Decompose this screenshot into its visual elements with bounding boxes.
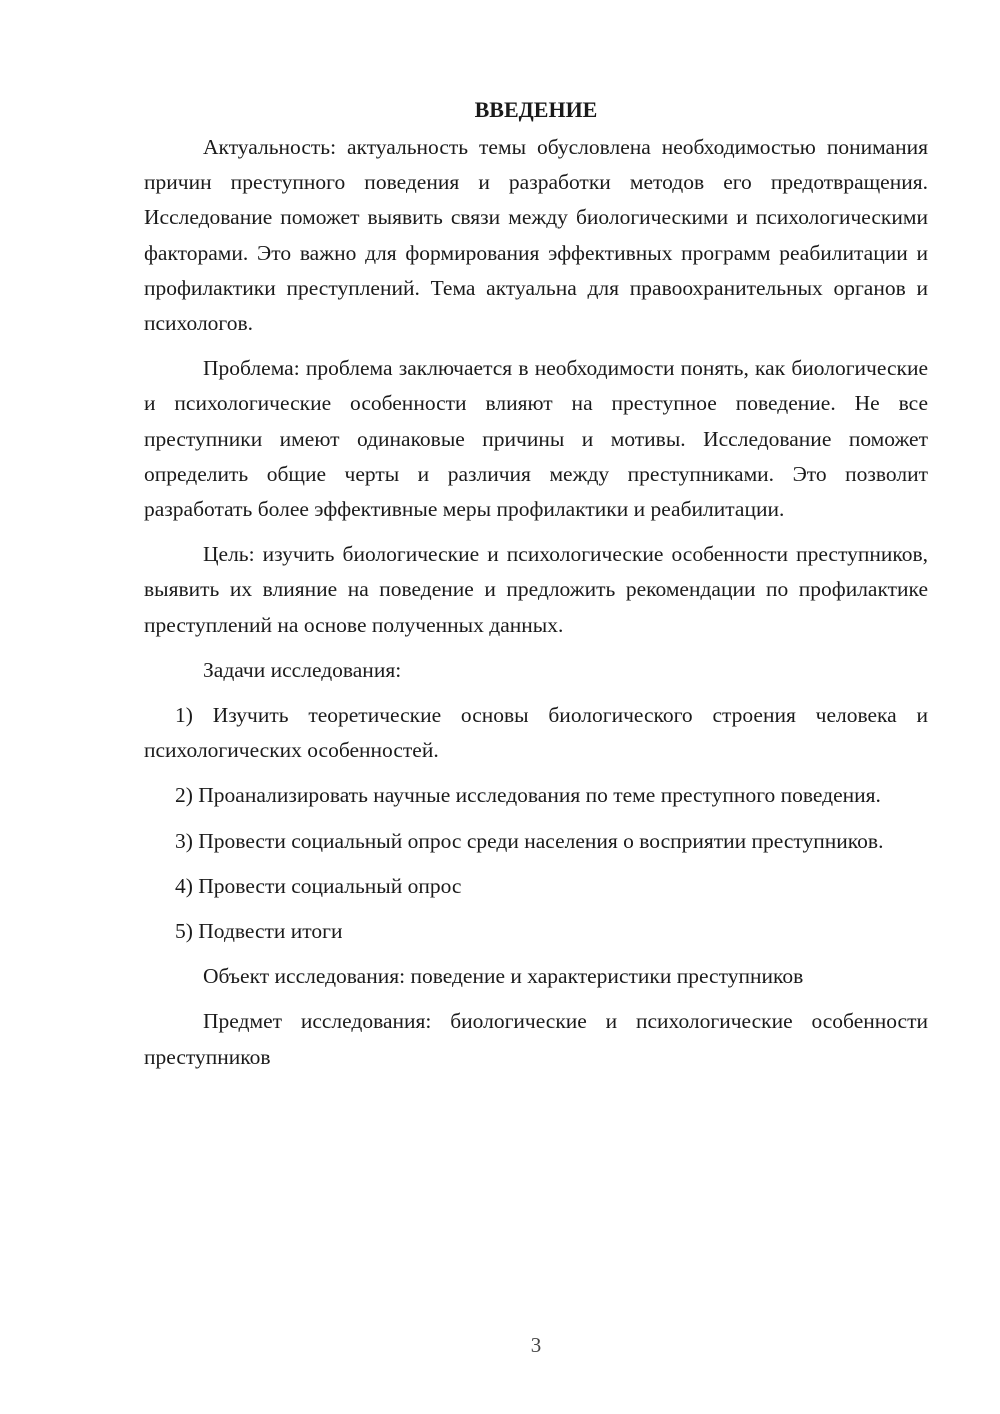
list-item: 1) Изучить теоретические основы биологического строения человека и психологических особенностей. (144, 703, 928, 763)
list-item: 4) Провести социальный опрос (175, 873, 462, 898)
list-item: 3) Провести социальный опрос среди населения о восприятии преступников. (175, 828, 884, 853)
paragraph-relevance: Актуальность: актуальность темы обусловлена необходимостью понимания причин преступного поведения и разработки методов его предотвращения. Исследование поможет выявить связи между биологическими и психологическими факторами. Это важно для формирования эффективных программ реабилитации и профилактики преступлений. Тема актуальна для правоохранительных органов и психологов. (144, 135, 928, 336)
tasks-heading: Задачи исследования: (203, 657, 402, 682)
document-page (144, 92, 928, 1085)
list-item: 5) Подвести итоги (175, 919, 343, 944)
paragraph-object: Объект исследования: поведение и характеристики преступников (203, 964, 804, 989)
page-title: ВВЕДЕНИЕ (474, 97, 598, 122)
list-item: 2) Проанализировать научные исследования по теме преступного поведения. (175, 783, 881, 808)
paragraph-subject: Предмет исследования: биологические и психологические особенности преступников (144, 1009, 928, 1069)
tasks-list (144, 698, 928, 949)
paragraph-goal: Цель: изучить биологические и психологические особенности преступников, выявить их влияние на поведение и предложить рекомендации по профилактике преступлений на основе полученных данных. (144, 542, 928, 637)
paragraph-problem: Проблема: проблема заключается в необходимости понять, как биологические и психологические особенности влияют на преступное поведение. Не все преступники имеют одинаковые причины и мотивы. Исследование поможет определить общие черты и различия между преступниками. Это позволит разработать более эффективные меры профилактики и реабилитации. (144, 356, 928, 522)
page-number: 3 (530, 1333, 542, 1357)
